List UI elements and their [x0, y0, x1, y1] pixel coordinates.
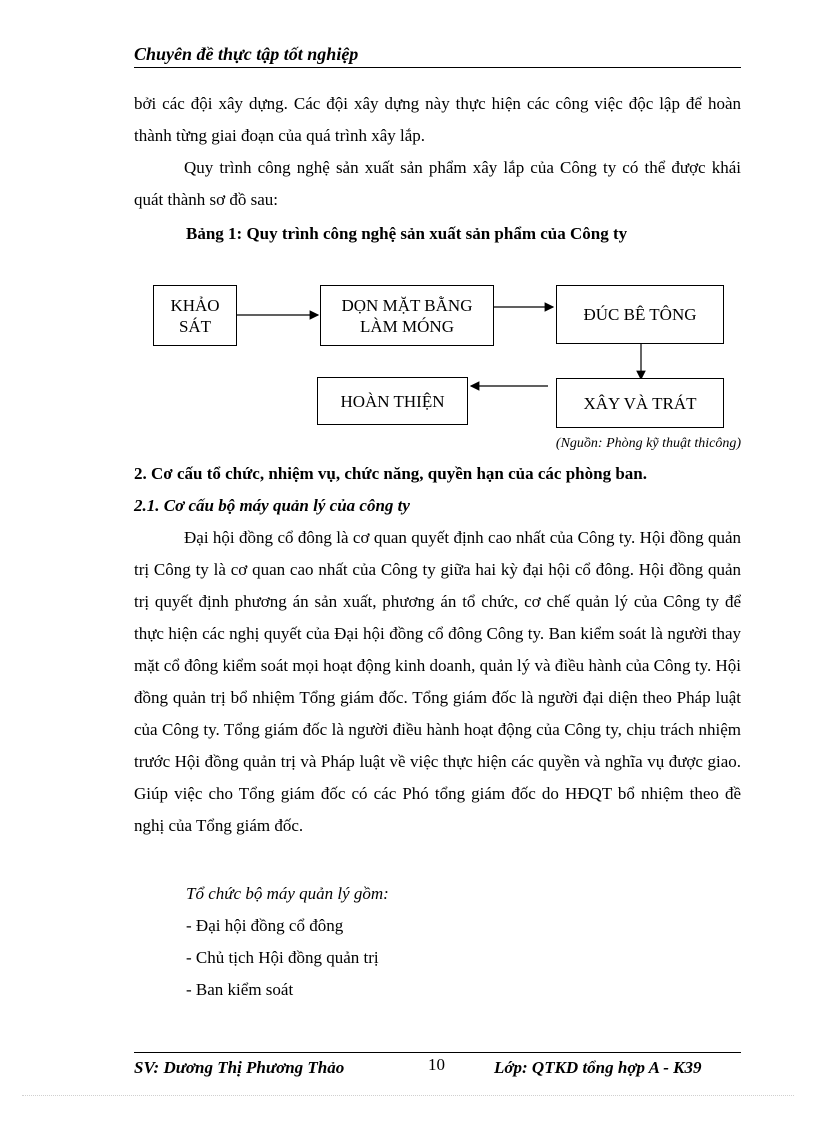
section-2-1-body: Đại hội đồng cổ đông là cơ quan quyết định cao nhất của Công ty. Hội đồng quản trị Công ty là cơ quan cao nhất của Công ty giữa hai kỳ đại hội cổ đông. Hội đồng quản trị quyết định phương án sản xuất, phương án tổ chức, cơ chế quản lý của Công ty để thực hiện các nghị quyết của Đại hội đồng cổ đông Công ty. Ban kiểm soát là người thay mặt cổ đông kiểm soát mọi hoạt động kinh doanh, quản lý và điều hành của Công ty. Hội đồng quản trị bổ nhiệm Tổng giám đốc. Tổng giám đốc là người đại diện theo Pháp luật của Công ty. Tổng giám đốc là người điều hành hoạt động của Công ty, chịu trách nhiệm trước Hội đồng quản trị và Pháp luật về việc thực hiện các quyền và nghĩa vụ được giao. Giúp việc cho Tổng giám đốc có các Phó tổng giám đốc do HĐQT bổ nhiệm theo đề nghị của Tổng giám đốc.: [134, 528, 741, 835]
list-item: - Ban kiểm soát: [186, 980, 294, 999]
list-intro: Tổ chức bộ máy quản lý gồm:: [186, 884, 389, 903]
step-xay-va-trat: XÂY VÀ TRÁT: [556, 378, 724, 428]
intro-paragraph-1: bởi các đội xây dựng. Các đội xây dựng này thực hiện các công việc độc lập để hoàn thành từng giai đoạn của quá trình xây lắp.: [134, 94, 741, 145]
list-item: - Chủ tịch Hội đồng quản trị: [186, 948, 379, 967]
table-title: Bảng 1: Quy trình công nghệ sản xuất sản phẩm của Công ty: [186, 224, 628, 243]
step-hoan-thien: HOÀN THIỆN: [317, 377, 468, 425]
step-duc-be-tong: ĐÚC BÊ TÔNG: [556, 285, 724, 344]
section-2-1-heading: 2.1. Cơ cấu bộ máy quản lý của công ty: [134, 496, 410, 515]
intro-paragraph-2: Quy trình công nghệ sản xuất sản phẩm xây lắp của Công ty có thể được khái quát thành sơ đồ sau:: [134, 158, 741, 209]
diagram-source: (Nguồn: Phòng kỹ thuật thicông): [555, 436, 741, 451]
page-edge: [22, 1095, 794, 1096]
page-number: 10: [428, 1055, 445, 1074]
section-2-heading: 2. Cơ cấu tổ chức, nhiệm vụ, chức năng, quyền hạn của các phòng ban.: [134, 464, 647, 483]
list-item: - Đại hội đồng cổ đông: [186, 916, 344, 935]
step-don-mat-bang: DỌN MẶT BẰNG LÀM MÓNG: [320, 285, 494, 346]
step-khao-sat: KHẢO SÁT: [153, 285, 237, 346]
footer-student: SV: Dương Thị Phương Thảo: [134, 1058, 345, 1077]
running-header: Chuyên đề thực tập tốt nghiệp: [134, 44, 359, 64]
footer-divider: [134, 1052, 741, 1053]
footer-class: Lớp: QTKD tổng hợp A - K39: [494, 1058, 702, 1077]
